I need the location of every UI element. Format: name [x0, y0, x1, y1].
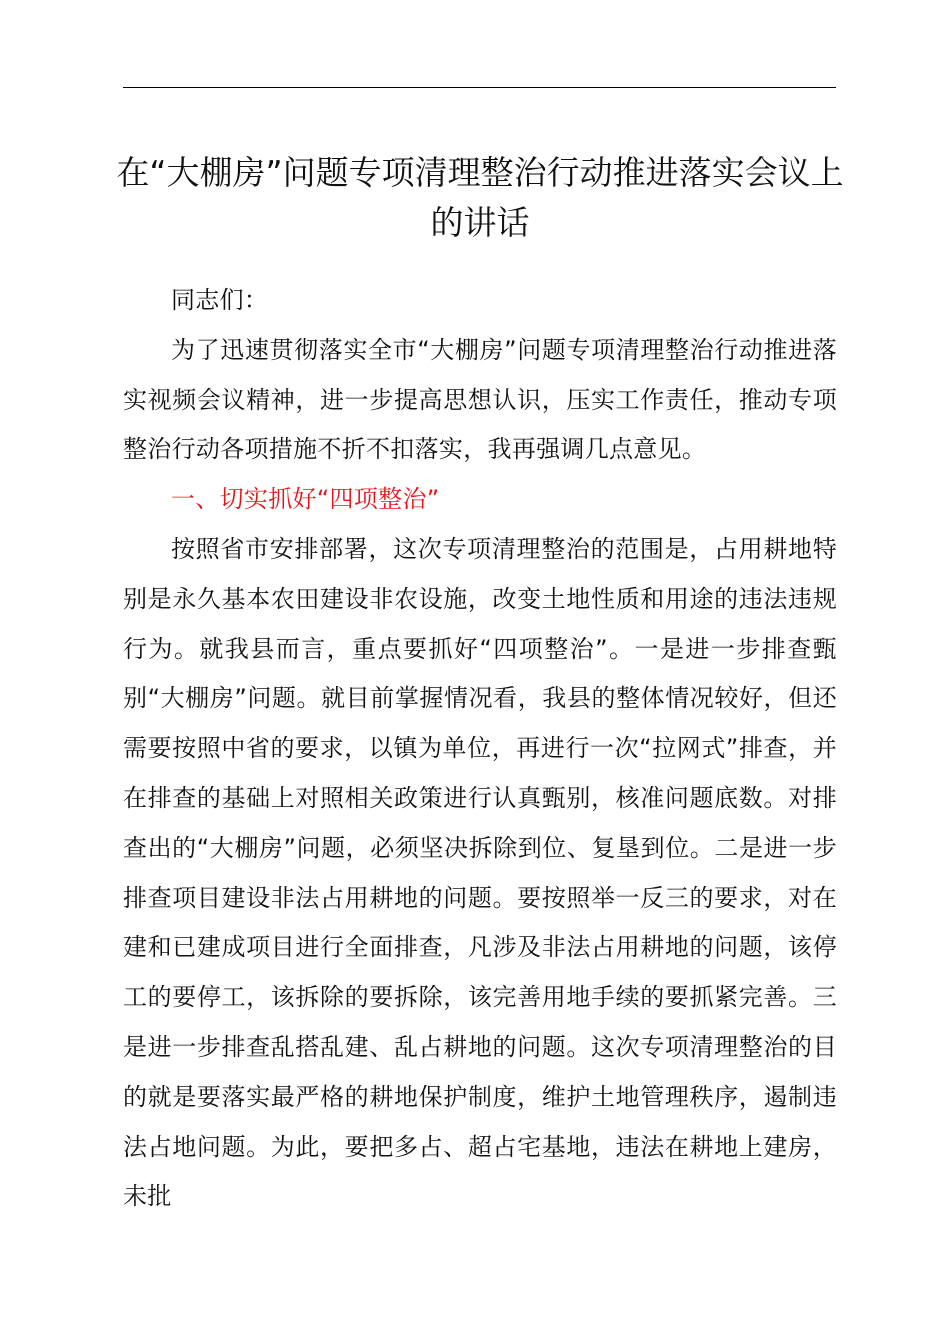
header-rule	[123, 87, 836, 88]
document-body	[123, 276, 837, 1222]
intro-paragraph: 为了迅速贯彻落实全市“大棚房”问题专项清理整治行动推进落实视频会议精神，进一步提高思想认识，压实工作责任，推动专项整治行动各项措施不折不扣落实，我再强调几点意见。	[123, 335, 837, 464]
document-title: 在“大棚房”问题专项清理整治行动推进落实会议上的讲话	[116, 153, 844, 242]
section-heading-1: 一、切实抓好“四项整治”	[171, 485, 440, 514]
salutation: 同志们：	[171, 286, 269, 314]
section-1-paragraph: 按照省市安排部署，这次专项清理整治的范围是，占用耕地特别是永久基本农田建设非农设施，改变土地性质和用途的违法违规行为。就我县而言，重点要抓好“四项整治”。一是进一步排查甄别“大棚房”问题。就目前掌握情况看，我县的整体情况较好，但还需要按照中省的要求，以镇为单位，再进行一次“拉网式”排查，并在排查的基础上对照相关政策进行认真甄别，核准问题底数。对排查出的“大棚房”问题，必须坚决拆除到位、复垦到位。二是进一步排查项目建设非法占用耕地的问题。要按照举一反三的要求，对在建和已建成项目进行全面排查，凡涉及非法占用耕地的问题，该停工的要停工，该拆除的要拆除，该完善用地手续的要抓紧完善。三是进一步排查乱搭乱建、乱占耕地的问题。这次专项清理整治的目的就是要落实最严格的耕地保护制度，维护土地管理秩序，遏制违法占地问题。为此，要把多占、超占宅基地，违法在耕地上建房，未批	[123, 534, 837, 1211]
